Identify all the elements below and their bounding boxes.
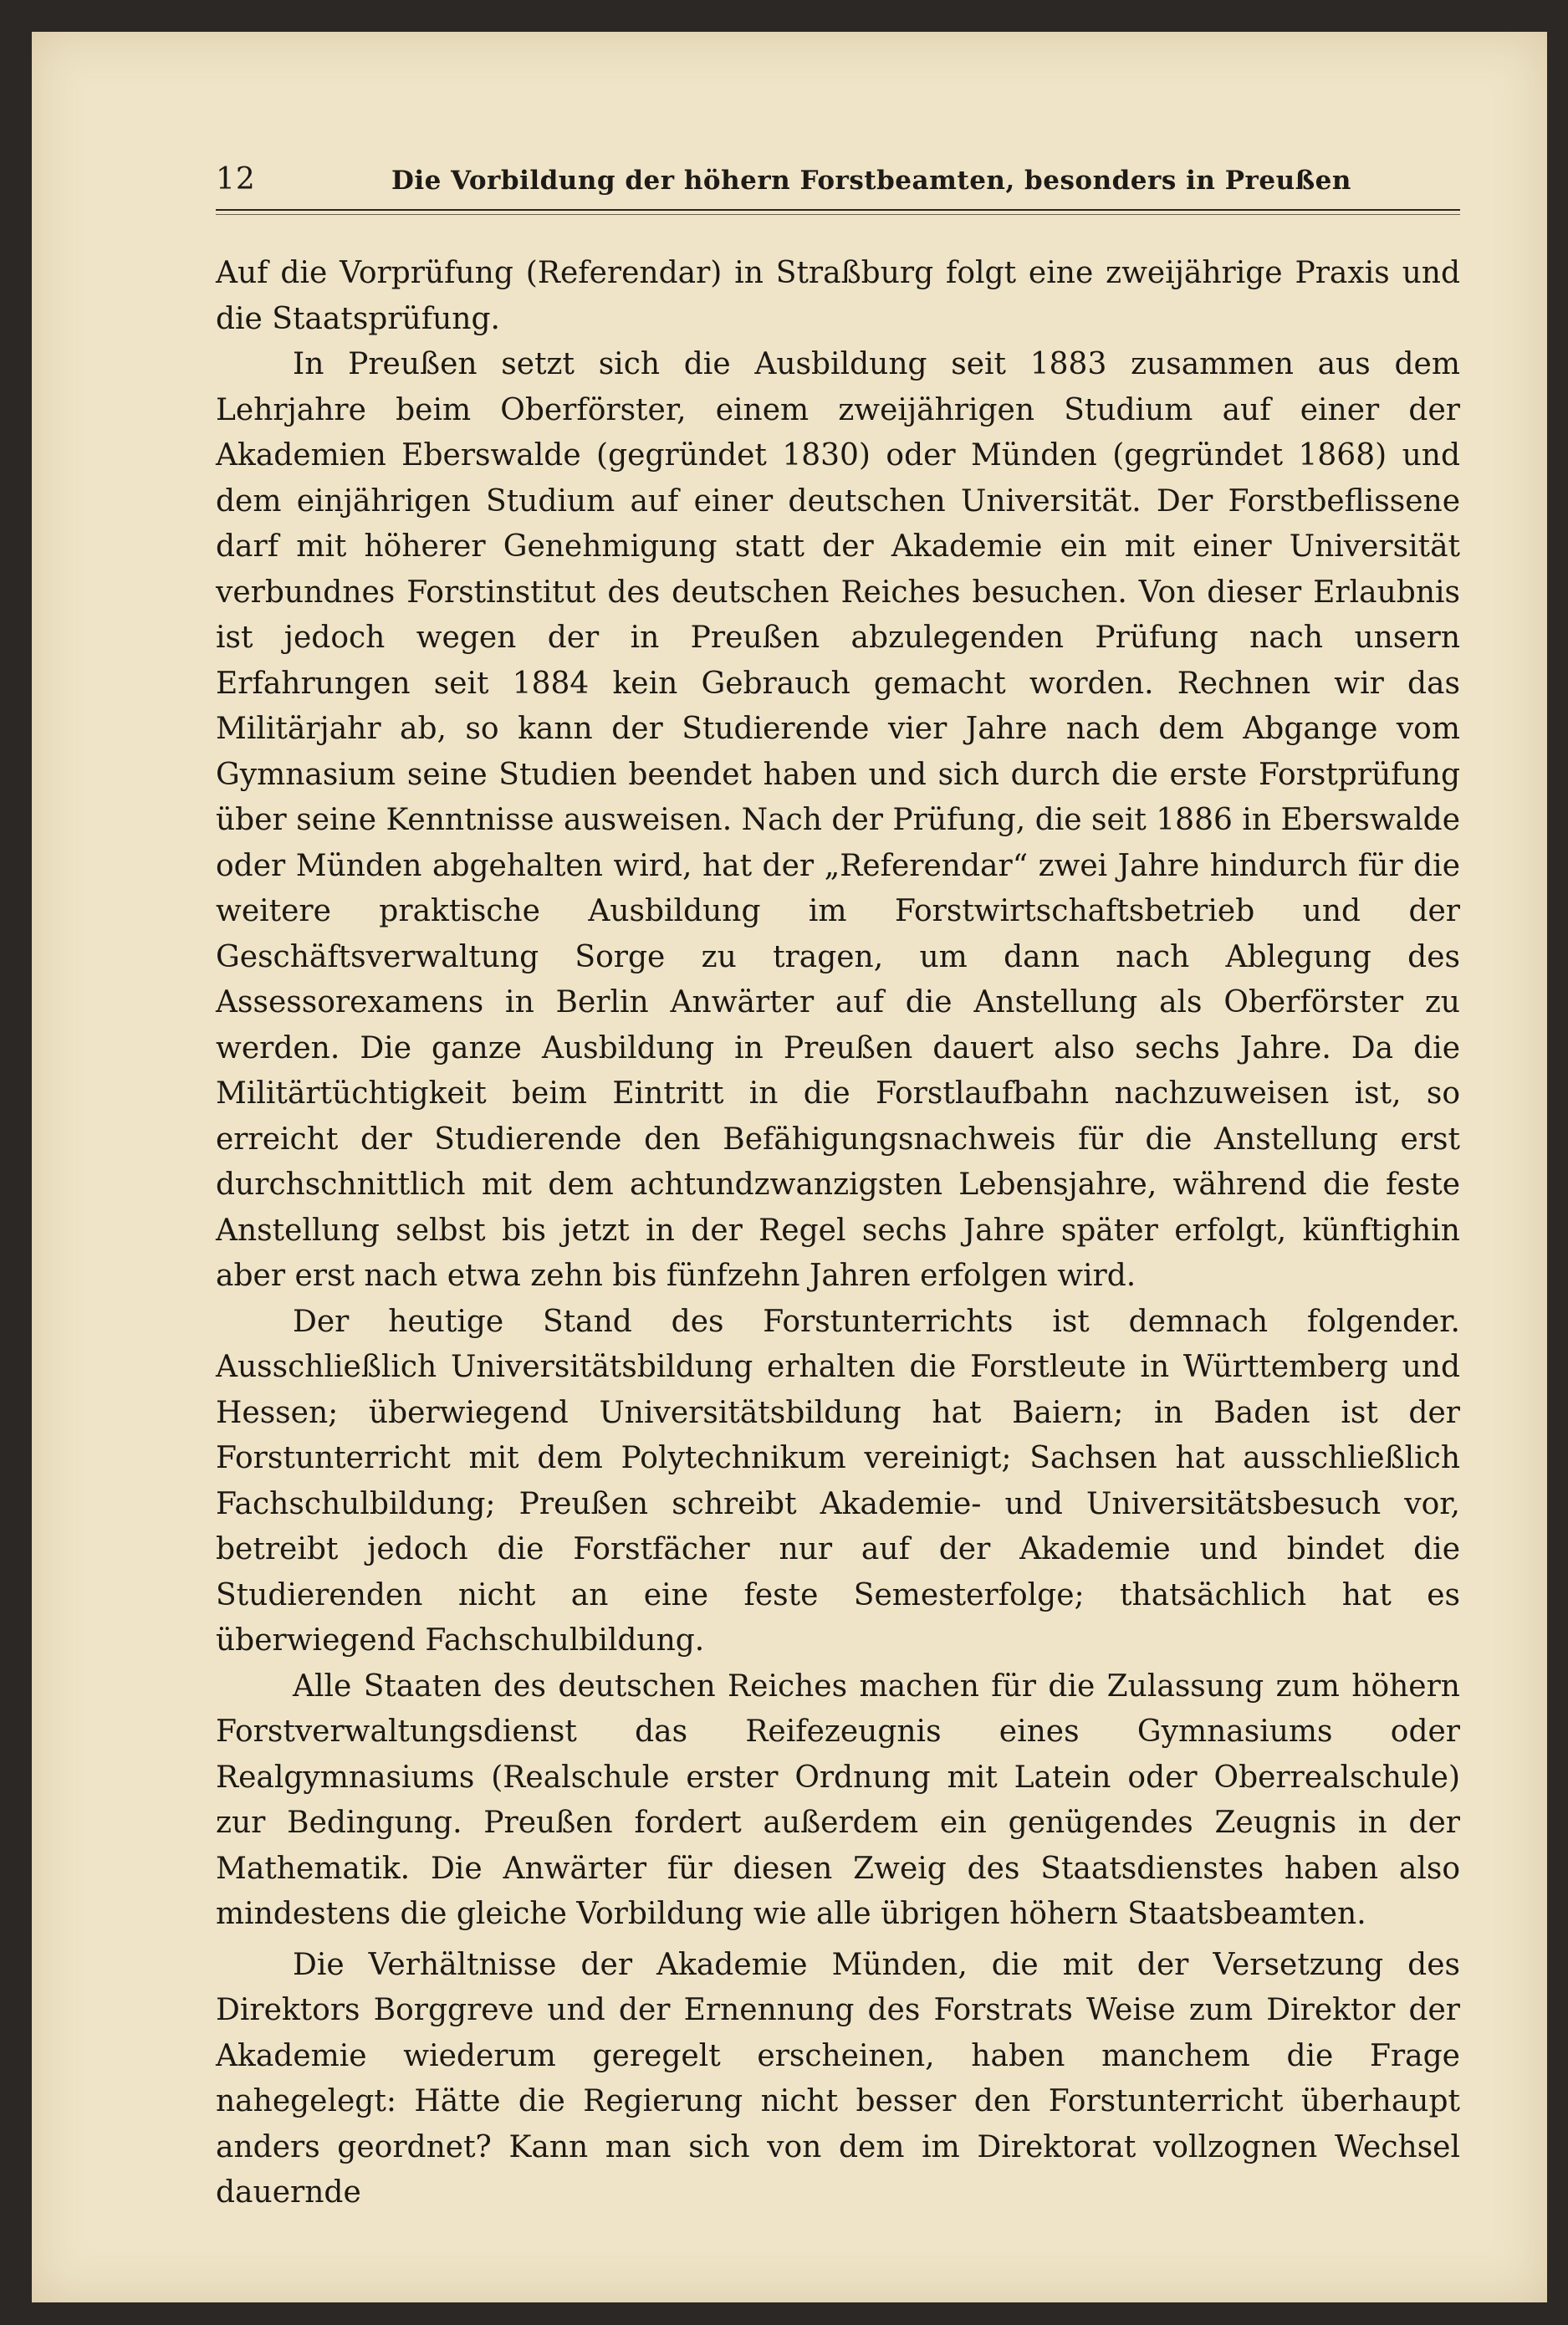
running-title: Die Vorbildung der höhern Forstbeamten, besonders in Preußen (391, 166, 1351, 196)
paragraph-5: Die Verhältnisse der Akademie Münden, die mit der Versetzung des Direktors Borggreve und der Ernennung des Forstrats Weise zum Direktor der Akademie wiederum geregelt erscheinen, haben manchem die Frage nahegelegt: Hätte die Regierung nicht besser den Forstunterricht überhaupt anders geordnet? Kann man sich von dem im Direktorat vollzognen Wechsel dauernde (216, 1947, 1460, 2210)
page-header (216, 162, 1460, 204)
page-number: 12 (216, 162, 256, 197)
paragraph-2: In Preußen setzt sich die Ausbildung seit 1883 zusammen aus dem Lehrjahre beim Oberförster, einem zweijährigen Studium auf einer der Akademien Eberswalde (gegründet 1830) oder Münden (gegründet 1868) und dem einjährigen Studium auf einer deutschen Universität. Der Forstbeflissene darf mit höherer Genehmigung statt der Akademie ein mit einer Universität verbundnes Forstinstitut des deutschen Reiches besuchen. Von dieser Erlaubnis ist jedoch wegen der in Preußen abzulegenden Prüfung nach unsern Erfahrungen seit 1884 kein Gebrauch gemacht worden. Rechnen wir das Militärjahr ab, so kann der Studierende vier Jahre nach dem Abgange vom Gymnasium seine Studien beendet haben und sich durch die erste Forstprüfung über seine Kenntnisse ausweisen. Nach der Prüfung, die seit 1886 in Eberswalde oder Münden abgehalten wird, hat der „Referendar“ zwei Jahre hindurch für die weitere praktische Ausbildung im Forstwirtschaftsbetrieb und der Geschäftsverwaltung Sorge zu tragen, um dann nach Ablegung des Assessorexamens in Berlin Anwärter auf die Anstellung als Oberförster zu werden. Die ganze Ausbildung in Preußen dauert also sechs Jahre. Da die Militärtüchtigkeit beim Eintritt in die Forstlaufbahn nachzuweisen ist, so erreicht der Studierende den Befähigungsnachweis für die Anstellung erst durchschnittlich mit dem achtundzwanzigsten Lebensjahre, während die feste Anstellung selbst bis jetzt in der Regel sechs Jahre später erfolgt, künftighin aber erst nach etwa zehn bis fünfzehn Jahren erfolgen wird. (216, 347, 1460, 1293)
paragraph-4: Alle Staaten des deutschen Reiches machen für die Zulassung zum höhern Forstverwaltungsdienst das Reifezeugnis eines Gymnasiums oder Realgymnasiums (Realschule erster Ordnung mit Latein oder Oberrealschule) zur Bedingung. Preußen fordert außerdem ein genügendes Zeugnis in der Mathematik. Die Anwärter für diesen Zweig des Staatsdienstes haben also mindestens die gleiche Vorbildung wie alle übrigen höhern Staatsbeamten. (216, 1668, 1460, 1931)
header-rule (216, 209, 1460, 211)
paragraph-1: Auf die Vorprüfung (Referendar) in Straßburg folgt eine zweijährige Praxis und die Staatsprüfung. (216, 256, 1460, 336)
paragraph-3: Der heutige Stand des Forstunterrichts ist demnach folgender. Ausschließlich Universitätsbildung erhalten die Forstleute in Württemberg und Hessen; überwiegend Universitätsbildung hat Baiern; in Baden ist der Forstunterricht mit dem Polytechnikum vereinigt; Sachsen hat ausschließlich Fachschulbildung; Preußen schreibt Akademie- und Universitätsbesuch vor, betreibt jedoch die Forstfächer nur auf der Akademie und bindet die Studierenden nicht an eine feste Semesterfolge; thatsächlich hat es überwiegend Fachschulbildung. (216, 1304, 1460, 1658)
header-rule-thin (216, 214, 1460, 215)
body-text (216, 251, 1460, 2216)
